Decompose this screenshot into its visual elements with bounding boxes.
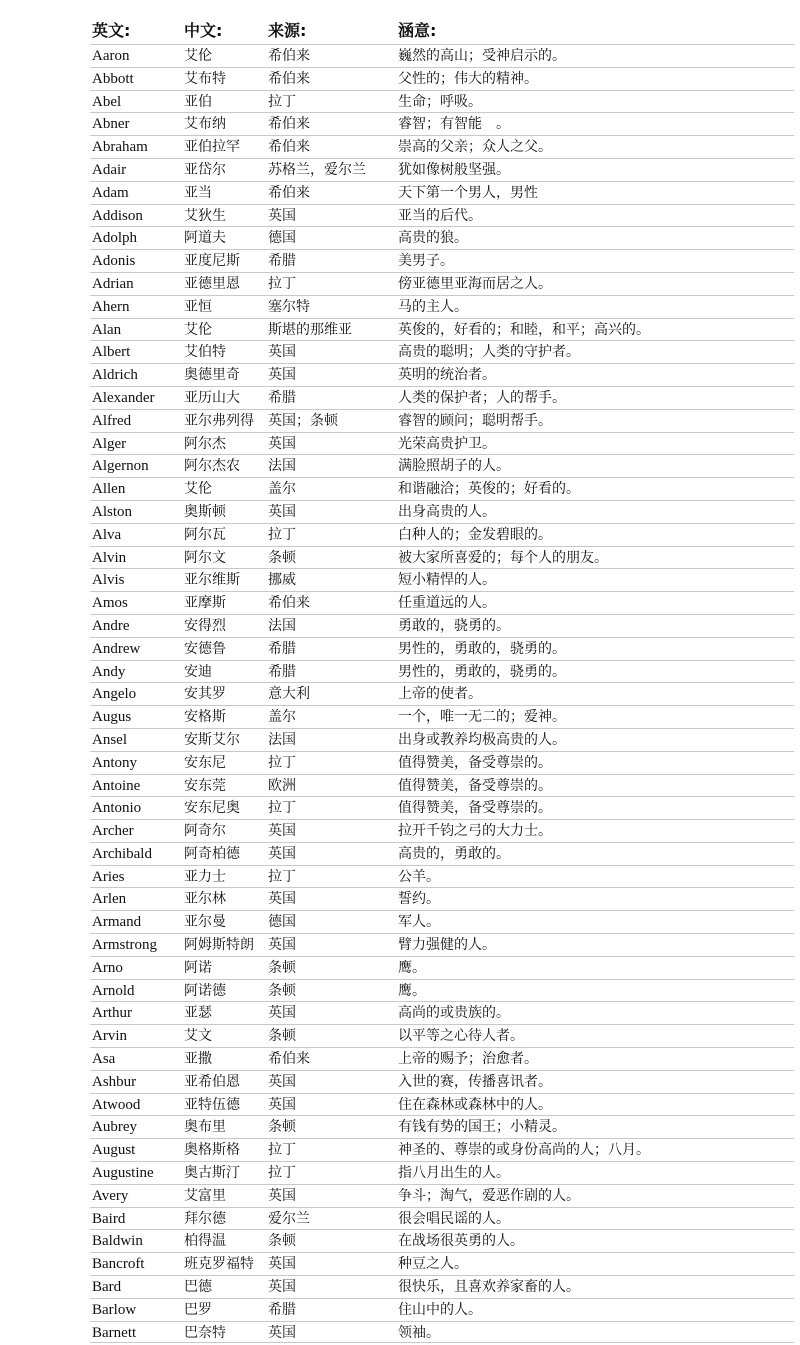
origin-cell: 英国 <box>268 1096 296 1113</box>
chinese-name-cell: 亚摩斯 <box>184 595 226 612</box>
chinese-name-cell: 亚伯拉罕 <box>184 139 240 156</box>
meaning-cell: 誓约。 <box>398 891 440 908</box>
meaning-cell: 臂力强健的人。 <box>398 937 496 954</box>
table-row <box>90 318 794 341</box>
meaning-cell: 住在森林或森林中的人。 <box>398 1096 552 1113</box>
english-name-cell: Aries <box>92 868 125 885</box>
meaning-cell: 上帝的使者。 <box>398 686 482 703</box>
english-name-cell: Baldwin <box>92 1233 143 1250</box>
header-chinese: 中文: <box>184 21 223 40</box>
chinese-name-cell: 亚撒 <box>184 1051 212 1068</box>
table-row <box>90 591 794 614</box>
origin-cell: 英国 <box>268 1256 296 1273</box>
meaning-cell: 指八月出生的人。 <box>398 1165 510 1182</box>
table-row <box>90 272 794 295</box>
origin-cell: 法国 <box>268 731 296 748</box>
origin-cell: 拉丁 <box>268 526 296 543</box>
english-name-cell: Antony <box>92 754 137 771</box>
chinese-name-cell: 奥德里奇 <box>184 367 240 384</box>
table-row <box>90 1024 794 1047</box>
meaning-cell: 男性的，勇敢的，骁勇的。 <box>398 640 566 657</box>
meaning-cell: 光荣高贵护卫。 <box>398 435 496 452</box>
meaning-cell: 高尚的或贵族的。 <box>398 1005 510 1022</box>
english-name-cell: Archer <box>92 823 134 840</box>
english-name-cell: Adam <box>92 184 129 201</box>
english-name-cell: Alva <box>92 526 122 543</box>
origin-cell: 英国；条顿 <box>268 412 338 429</box>
chinese-name-cell: 安其罗 <box>184 686 226 703</box>
meaning-cell: 军人。 <box>398 914 440 931</box>
chinese-name-cell: 安东尼 <box>184 754 226 771</box>
origin-cell: 英国 <box>268 1073 296 1090</box>
table-row <box>90 1138 794 1161</box>
table-row <box>90 568 794 591</box>
table-row <box>90 910 794 933</box>
meaning-cell: 很快乐，且喜欢养家畜的人。 <box>398 1279 580 1296</box>
origin-cell: 苏格兰，爱尔兰 <box>268 161 366 178</box>
meaning-cell: 睿智；有智能 。 <box>398 116 510 133</box>
english-name-cell: Arnold <box>92 982 135 999</box>
meaning-cell: 短小精悍的人。 <box>398 572 496 589</box>
origin-cell: 英国 <box>268 845 296 862</box>
table-row <box>90 1229 794 1252</box>
english-name-cell: Abel <box>92 93 122 110</box>
table-row <box>90 1184 794 1207</box>
table-row <box>90 112 794 135</box>
english-name-cell: Alvis <box>92 572 125 589</box>
english-name-cell: Algernon <box>92 458 149 475</box>
meaning-cell: 鹰。 <box>398 959 426 976</box>
table-row <box>90 158 794 181</box>
chinese-name-cell: 拜尔德 <box>184 1210 226 1227</box>
meaning-cell: 满脸照胡子的人。 <box>398 458 510 475</box>
table-row <box>90 363 794 386</box>
chinese-name-cell: 阿尔杰农 <box>184 458 240 475</box>
table-row <box>90 1275 794 1298</box>
origin-cell: 拉丁 <box>268 868 296 885</box>
meaning-cell: 出身高贵的人。 <box>398 503 496 520</box>
meaning-cell: 公羊。 <box>398 868 440 885</box>
chinese-name-cell: 艾文 <box>184 1028 212 1045</box>
meaning-cell: 很会唱民谣的人。 <box>398 1210 510 1227</box>
english-name-cell: Armstrong <box>92 937 157 954</box>
meaning-cell: 高贵的聪明；人类的守护者。 <box>398 344 580 361</box>
meaning-cell: 勇敢的，骁勇的。 <box>398 617 510 634</box>
table-row <box>90 135 794 158</box>
english-name-cell: Allen <box>92 481 126 498</box>
origin-cell: 英国 <box>268 937 296 954</box>
english-name-cell: Adrian <box>92 275 134 292</box>
table-row <box>90 340 794 363</box>
english-name-cell: Addison <box>92 207 143 224</box>
chinese-name-cell: 艾伦 <box>184 48 212 64</box>
table-row <box>90 477 794 500</box>
chinese-name-cell: 巴罗 <box>184 1301 212 1318</box>
table-row <box>90 204 794 227</box>
english-name-cell: Aaron <box>92 48 130 64</box>
origin-cell: 法国 <box>268 458 296 475</box>
english-name-cell: Ahern <box>92 298 130 315</box>
meaning-cell: 住山中的人。 <box>398 1301 482 1318</box>
meaning-cell: 天下第一个男人，男性 <box>398 184 538 201</box>
origin-cell: 英国 <box>268 344 296 361</box>
chinese-name-cell: 阿奇柏德 <box>184 845 240 862</box>
meaning-cell: 人类的保护者；人的帮手。 <box>398 389 566 406</box>
origin-cell: 英国 <box>268 1324 296 1341</box>
chinese-name-cell: 亚恒 <box>184 298 212 315</box>
origin-cell: 欧洲 <box>268 777 296 794</box>
chinese-name-cell: 亚瑟 <box>184 1005 212 1022</box>
meaning-cell: 英明的统治者。 <box>398 367 496 384</box>
english-name-cell: Arthur <box>92 1005 132 1022</box>
table-row <box>90 432 794 455</box>
table-row <box>90 1115 794 1138</box>
table-row <box>90 1298 794 1321</box>
meaning-cell: 值得赞美，备受尊崇的。 <box>398 800 552 817</box>
chinese-name-cell: 柏得温 <box>184 1233 226 1250</box>
chinese-name-cell: 艾伯特 <box>184 344 226 361</box>
chinese-name-cell: 亚度尼斯 <box>184 253 240 270</box>
table-row <box>90 409 794 432</box>
table-row <box>90 1001 794 1024</box>
origin-cell: 拉丁 <box>268 800 296 817</box>
origin-cell: 希伯来 <box>268 48 310 64</box>
english-name-cell: Alger <box>92 435 127 452</box>
meaning-cell: 拉开千钧之弓的大力士。 <box>398 823 552 840</box>
name-table <box>0 14 800 1343</box>
meaning-cell: 任重道远的人。 <box>398 595 496 612</box>
chinese-name-cell: 亚尔林 <box>184 891 226 908</box>
english-name-cell: Bancroft <box>92 1256 145 1273</box>
table-row <box>90 1161 794 1184</box>
table-row <box>90 90 794 113</box>
english-name-cell: Baird <box>92 1210 126 1227</box>
origin-cell: 拉丁 <box>268 275 296 292</box>
chinese-name-cell: 安东莞 <box>184 777 226 794</box>
meaning-cell: 生命；呼吸。 <box>398 93 482 110</box>
chinese-name-cell: 巴奈特 <box>184 1324 226 1341</box>
english-name-cell: Abraham <box>92 139 148 156</box>
english-name-cell: Andre <box>92 617 130 634</box>
chinese-name-cell: 安迪 <box>184 663 212 680</box>
meaning-cell: 亚当的后代。 <box>398 207 482 224</box>
english-name-cell: Albert <box>92 344 131 361</box>
meaning-cell: 白种人的；金发碧眼的。 <box>398 526 552 543</box>
chinese-name-cell: 艾布特 <box>184 70 226 87</box>
english-name-cell: Armand <box>92 914 142 931</box>
table-header <box>0 14 800 44</box>
english-name-cell: Arvin <box>92 1028 127 1045</box>
chinese-name-cell: 艾伦 <box>184 481 212 498</box>
origin-cell: 法国 <box>268 617 296 634</box>
table-row <box>90 181 794 204</box>
table-row <box>90 1047 794 1070</box>
origin-cell: 斯堪的那维亚 <box>268 321 352 338</box>
table-row <box>90 637 794 660</box>
table-row <box>90 682 794 705</box>
table-row <box>90 842 794 865</box>
english-name-cell: Alexander <box>92 389 155 406</box>
english-name-cell: Adonis <box>92 253 136 270</box>
english-name-cell: Aubrey <box>92 1119 137 1136</box>
chinese-name-cell: 亚德里恩 <box>184 275 240 292</box>
table-row <box>90 614 794 637</box>
meaning-cell: 犹如像树般坚强。 <box>398 161 510 178</box>
header-english: 英文: <box>92 21 131 40</box>
origin-cell: 英国 <box>268 435 296 452</box>
chinese-name-cell: 阿诺德 <box>184 982 226 999</box>
meaning-cell: 巍然的高山；受神启示的。 <box>398 48 566 64</box>
table-row <box>90 454 794 477</box>
table-row <box>90 1252 794 1275</box>
table-row <box>90 979 794 1002</box>
table-row <box>90 386 794 409</box>
origin-cell: 希伯来 <box>268 1051 310 1068</box>
origin-cell: 爱尔兰 <box>268 1210 310 1227</box>
chinese-name-cell: 阿姆斯特朗 <box>184 937 254 954</box>
meaning-cell: 睿智的顾问；聪明帮手。 <box>398 412 552 429</box>
english-name-cell: Ashbur <box>92 1073 137 1090</box>
chinese-name-cell: 巴德 <box>184 1279 212 1296</box>
origin-cell: 英国 <box>268 367 296 384</box>
chinese-name-cell: 亚特伍德 <box>184 1096 240 1113</box>
origin-cell: 德国 <box>268 914 296 931</box>
chinese-name-cell: 艾富里 <box>184 1187 226 1204</box>
origin-cell: 条顿 <box>268 1028 296 1045</box>
origin-cell: 德国 <box>268 230 296 247</box>
origin-cell: 希腊 <box>268 663 296 680</box>
meaning-cell: 英俊的，好看的；和睦，和平；高兴的。 <box>398 321 650 338</box>
table-row <box>90 728 794 751</box>
english-name-cell: Alfred <box>92 412 132 429</box>
table-body <box>0 44 800 1343</box>
meaning-cell: 一个，唯一无二的；爱神。 <box>398 709 566 726</box>
origin-cell: 塞尔特 <box>268 298 310 315</box>
english-name-cell: Amos <box>92 595 128 612</box>
meaning-cell: 值得赞美，备受尊崇的。 <box>398 777 552 794</box>
meaning-cell: 上帝的赐予；治愈者。 <box>398 1051 538 1068</box>
meaning-cell: 傍亚德里亚海而居之人。 <box>398 275 552 292</box>
chinese-name-cell: 奥斯顿 <box>184 503 226 520</box>
chinese-name-cell: 亚希伯恩 <box>184 1073 240 1090</box>
chinese-name-cell: 亚尔弗列得 <box>184 412 254 429</box>
origin-cell: 条顿 <box>268 1233 296 1250</box>
meaning-cell: 鹰。 <box>398 982 426 999</box>
chinese-name-cell: 阿尔杰 <box>184 435 226 452</box>
origin-cell: 盖尔 <box>268 481 296 498</box>
origin-cell: 希伯来 <box>268 116 310 133</box>
english-name-cell: Andrew <box>92 640 141 657</box>
english-name-cell: Andy <box>92 663 126 680</box>
english-name-cell: Abner <box>92 116 130 133</box>
chinese-name-cell: 安斯艾尔 <box>184 731 240 748</box>
chinese-name-cell: 安德鲁 <box>184 640 226 657</box>
chinese-name-cell: 奥布里 <box>184 1119 226 1136</box>
chinese-name-cell: 亚伯 <box>184 93 212 110</box>
chinese-name-cell: 奥古斯汀 <box>184 1165 240 1182</box>
chinese-name-cell: 亚岱尔 <box>184 161 226 178</box>
header-meaning: 涵意: <box>398 21 437 40</box>
english-name-cell: Avery <box>92 1187 129 1204</box>
english-name-cell: Alan <box>92 321 122 338</box>
table-row <box>90 249 794 272</box>
origin-cell: 条顿 <box>268 1119 296 1136</box>
english-name-cell: Adair <box>92 161 127 178</box>
english-name-cell: Barnett <box>92 1324 137 1341</box>
chinese-name-cell: 亚力士 <box>184 868 226 885</box>
table-row <box>90 933 794 956</box>
meaning-cell: 高贵的，勇敢的。 <box>398 845 510 862</box>
english-name-cell: Adolph <box>92 230 137 247</box>
chinese-name-cell: 奥格斯格 <box>184 1142 240 1159</box>
table-row <box>90 523 794 546</box>
chinese-name-cell: 艾伦 <box>184 321 212 338</box>
chinese-name-cell: 艾狄生 <box>184 207 226 224</box>
table-row <box>90 865 794 888</box>
origin-cell: 条顿 <box>268 549 296 566</box>
english-name-cell: Arlen <box>92 891 127 908</box>
table-row <box>90 44 794 67</box>
table-row <box>90 226 794 249</box>
origin-cell: 希伯来 <box>268 595 310 612</box>
meaning-cell: 父性的；伟大的精神。 <box>398 70 538 87</box>
english-name-cell: Archibald <box>92 845 152 862</box>
origin-cell: 希腊 <box>268 1301 296 1318</box>
meaning-cell: 男性的，勇敢的，骁勇的。 <box>398 663 566 680</box>
english-name-cell: August <box>92 1142 136 1159</box>
english-name-cell: Aldrich <box>92 367 138 384</box>
chinese-name-cell: 亚尔维斯 <box>184 572 240 589</box>
origin-cell: 英国 <box>268 1005 296 1022</box>
meaning-cell: 崇高的父亲；众人之父。 <box>398 139 552 156</box>
table-row <box>90 660 794 683</box>
english-name-cell: Barlow <box>92 1301 137 1318</box>
chinese-name-cell: 阿尔瓦 <box>184 526 226 543</box>
table-row <box>90 546 794 569</box>
origin-cell: 英国 <box>268 891 296 908</box>
origin-cell: 意大利 <box>268 686 310 703</box>
table-row <box>90 500 794 523</box>
meaning-cell: 领袖。 <box>398 1324 440 1341</box>
meaning-cell: 马的主人。 <box>398 298 468 315</box>
origin-cell: 英国 <box>268 1187 296 1204</box>
meaning-cell: 值得赞美，备受尊崇的。 <box>398 754 552 771</box>
chinese-name-cell: 亚历山大 <box>184 389 240 406</box>
table-row <box>90 295 794 318</box>
english-name-cell: Augus <box>92 709 132 726</box>
origin-cell: 拉丁 <box>268 1165 296 1182</box>
meaning-cell: 种豆之人。 <box>398 1256 468 1273</box>
origin-cell: 希腊 <box>268 640 296 657</box>
english-name-cell: Antonio <box>92 800 142 817</box>
origin-cell: 希腊 <box>268 389 296 406</box>
origin-cell: 挪威 <box>268 572 296 589</box>
origin-cell: 希腊 <box>268 253 296 270</box>
chinese-name-cell: 安格斯 <box>184 709 226 726</box>
chinese-name-cell: 安东尼奥 <box>184 800 240 817</box>
english-name-cell: Alvin <box>92 549 127 566</box>
meaning-cell: 入世的赛，传播喜讯者。 <box>398 1073 552 1090</box>
origin-cell: 英国 <box>268 503 296 520</box>
meaning-cell: 美男子。 <box>398 253 454 270</box>
origin-cell: 英国 <box>268 1279 296 1296</box>
table-row <box>90 819 794 842</box>
meaning-cell: 有钱有势的国王；小精灵。 <box>398 1119 566 1136</box>
table-row <box>90 1207 794 1230</box>
table-row <box>90 67 794 90</box>
chinese-name-cell: 亚当 <box>184 184 212 201</box>
english-name-cell: Angelo <box>92 686 137 703</box>
meaning-cell: 高贵的狼。 <box>398 230 468 247</box>
english-name-cell: Antoine <box>92 777 141 794</box>
table-row <box>90 1093 794 1116</box>
table-row <box>90 887 794 910</box>
english-name-cell: Arno <box>92 959 123 976</box>
chinese-name-cell: 阿尔文 <box>184 549 226 566</box>
table-row <box>90 1070 794 1093</box>
origin-cell: 希伯来 <box>268 139 310 156</box>
table-row <box>90 1321 794 1344</box>
chinese-name-cell: 阿诺 <box>184 959 212 976</box>
english-name-cell: Ansel <box>92 731 127 748</box>
meaning-cell: 被大家所喜爱的；每个人的朋友。 <box>398 549 608 566</box>
chinese-name-cell: 阿奇尔 <box>184 823 226 840</box>
origin-cell: 希伯来 <box>268 70 310 87</box>
origin-cell: 条顿 <box>268 982 296 999</box>
chinese-name-cell: 班克罗福特 <box>184 1256 254 1273</box>
origin-cell: 拉丁 <box>268 754 296 771</box>
english-name-cell: Bard <box>92 1279 122 1296</box>
table-row <box>90 751 794 774</box>
header-origin: 来源: <box>268 21 307 40</box>
origin-cell: 拉丁 <box>268 93 296 110</box>
meaning-cell: 神圣的、尊崇的或身份高尚的人；八月。 <box>398 1142 650 1159</box>
chinese-name-cell: 艾布纳 <box>184 116 226 133</box>
origin-cell: 英国 <box>268 823 296 840</box>
origin-cell: 条顿 <box>268 959 296 976</box>
english-name-cell: Abbott <box>92 70 134 87</box>
table-row <box>90 774 794 797</box>
chinese-name-cell: 阿道夫 <box>184 230 226 247</box>
origin-cell: 拉丁 <box>268 1142 296 1159</box>
english-name-cell: Asa <box>92 1051 116 1068</box>
origin-cell: 盖尔 <box>268 709 296 726</box>
meaning-cell: 和谐融洽；英俊的；好看的。 <box>398 481 580 498</box>
meaning-cell: 出身或教养均极高贵的人。 <box>398 731 566 748</box>
origin-cell: 希伯来 <box>268 184 310 201</box>
chinese-name-cell: 亚尔曼 <box>184 914 226 931</box>
table-row <box>90 956 794 979</box>
table-row <box>90 705 794 728</box>
english-name-cell: Atwood <box>92 1096 141 1113</box>
meaning-cell: 争斗；淘气，爱恶作剧的人。 <box>398 1187 580 1204</box>
english-name-cell: Augustine <box>92 1165 154 1182</box>
table-row <box>90 796 794 819</box>
origin-cell: 英国 <box>268 207 296 224</box>
meaning-cell: 在战场很英勇的人。 <box>398 1233 524 1250</box>
english-name-cell: Alston <box>92 503 133 520</box>
meaning-cell: 以平等之心待人者。 <box>398 1028 524 1045</box>
chinese-name-cell: 安得烈 <box>184 617 226 634</box>
